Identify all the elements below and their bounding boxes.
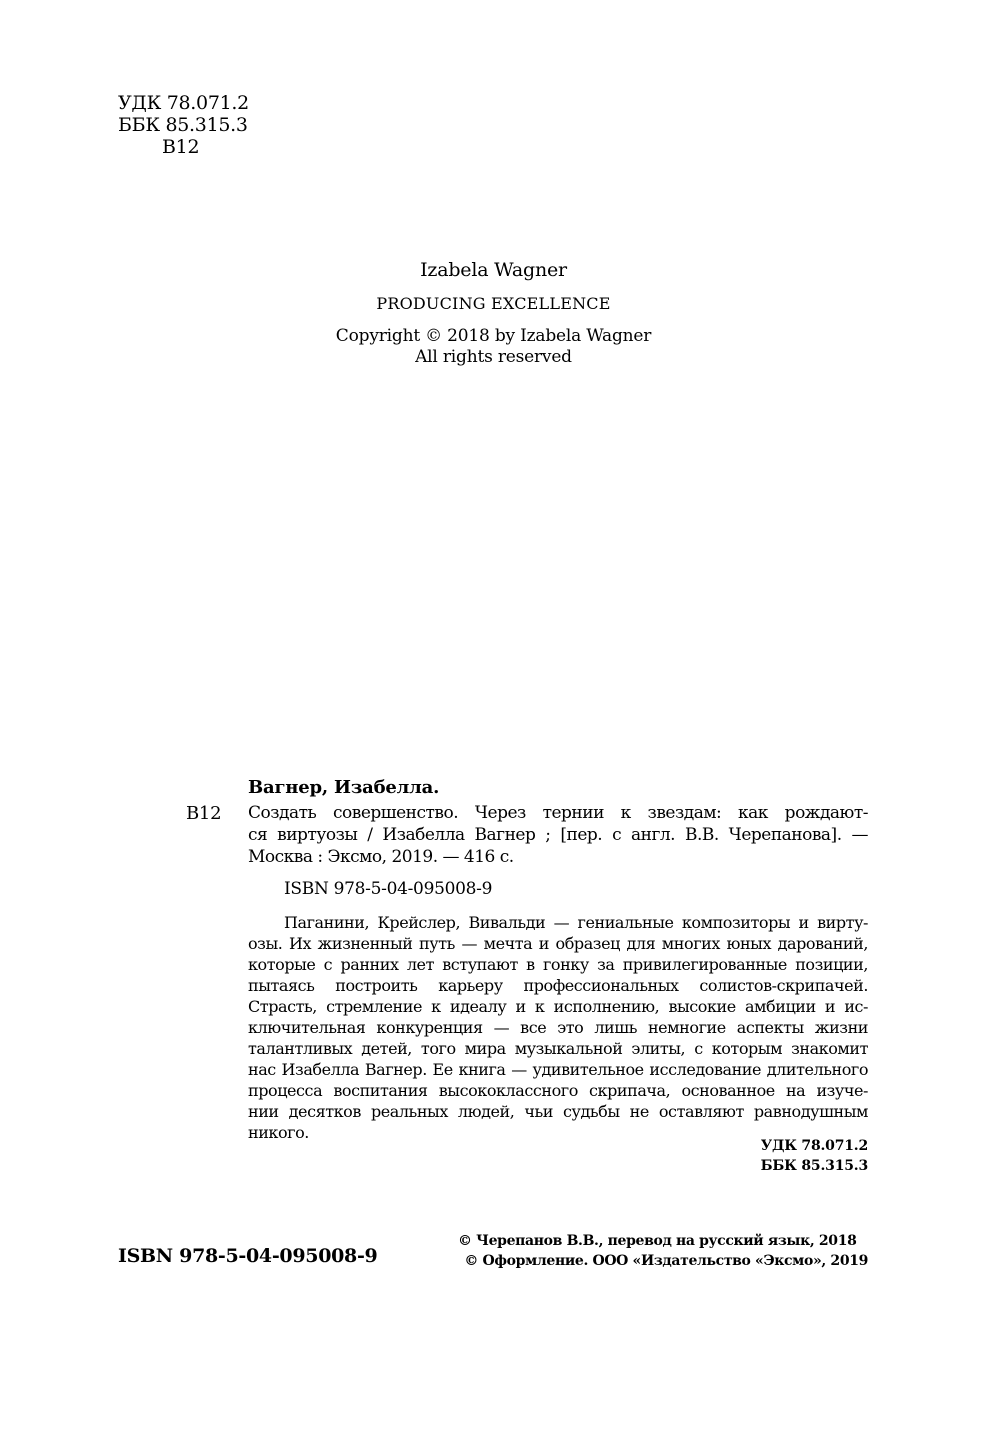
abstract-line: нии десятков реальных людей, чьи судьбы не оставляют равнодушным xyxy=(248,1102,868,1121)
translation-copyright: © Черепанов В.В., перевод на русский язык, 2018 xyxy=(458,1233,857,1249)
original-copyright-block xyxy=(0,326,987,368)
bottom-isbn: ISBN 978-5-04-095008-9 xyxy=(118,1245,378,1267)
udk-code: УДК 78.071.2 xyxy=(118,92,249,114)
record-author-heading: Вагнер, Изабелла. xyxy=(248,777,440,798)
abstract-line: талантливых детей, того мира музыкальной элиты, с которым знакомит xyxy=(248,1039,868,1058)
abstract-line: озы. Их жизненный путь — мечта и образец для многих юных дарований, xyxy=(248,934,868,953)
bottom-udk-code: УДК 78.071.2 xyxy=(760,1138,868,1154)
abstract-line: Паганини, Крейслер, Вивальди — гениальные композиторы и вирту- xyxy=(284,913,868,932)
description-line: ся виртуозы / Изабелла Вагнер ; [пер. с англ. В.В. Черепанова]. — xyxy=(248,825,868,845)
record-isbn: ISBN 978-5-04-095008-9 xyxy=(284,879,493,899)
record-description xyxy=(248,802,868,868)
original-copyright: Copyright © 2018 by Izabela Wagner xyxy=(335,326,652,346)
abstract-line: нас Изабелла Вагнер. Ее книга — удивительное исследование длительного xyxy=(248,1060,868,1079)
top-classification-block xyxy=(118,92,249,158)
abstract-line: пытаясь построить карьеру профессиональных солистов-скрипачей. xyxy=(248,976,868,995)
description-line: Москва : Эксмо, 2019. — 416 с. xyxy=(248,847,514,867)
author-mark: В12 xyxy=(162,136,200,158)
abstract-line: Страсть, стремление к идеалу и к исполнению, высокие амбиции и ис- xyxy=(248,997,868,1016)
abstract-line: никого. xyxy=(248,1123,309,1142)
bbk-code: ББК 85.315.3 xyxy=(118,114,248,136)
bottom-classification-block xyxy=(700,1136,868,1176)
bottom-bbk-code: ББК 85.315.3 xyxy=(760,1158,868,1174)
abstract-line: ключительная конкуренция — все это лишь немногие аспекты жизни xyxy=(248,1018,868,1037)
abstract-paragraph xyxy=(248,912,868,1143)
original-author: Izabela Wagner xyxy=(420,259,567,281)
record-author-mark: В12 xyxy=(186,803,222,824)
design-copyright: © Оформление. ООО «Издательство «Эксмо», 2019 xyxy=(464,1253,868,1269)
abstract-line: которые с ранних лет вступают в гонку за привилегированные позиции, xyxy=(248,955,868,974)
abstract-line: процесса воспитания высококлассного скрипача, основанное на изуче- xyxy=(248,1081,868,1100)
description-line: Создать совершенство. Через тернии к звездам: как рождают- xyxy=(248,803,868,823)
copyright-notices xyxy=(440,1231,868,1271)
original-title: PRODUCING EXCELLENCE xyxy=(376,294,611,313)
original-rights: All rights reserved xyxy=(415,347,572,367)
